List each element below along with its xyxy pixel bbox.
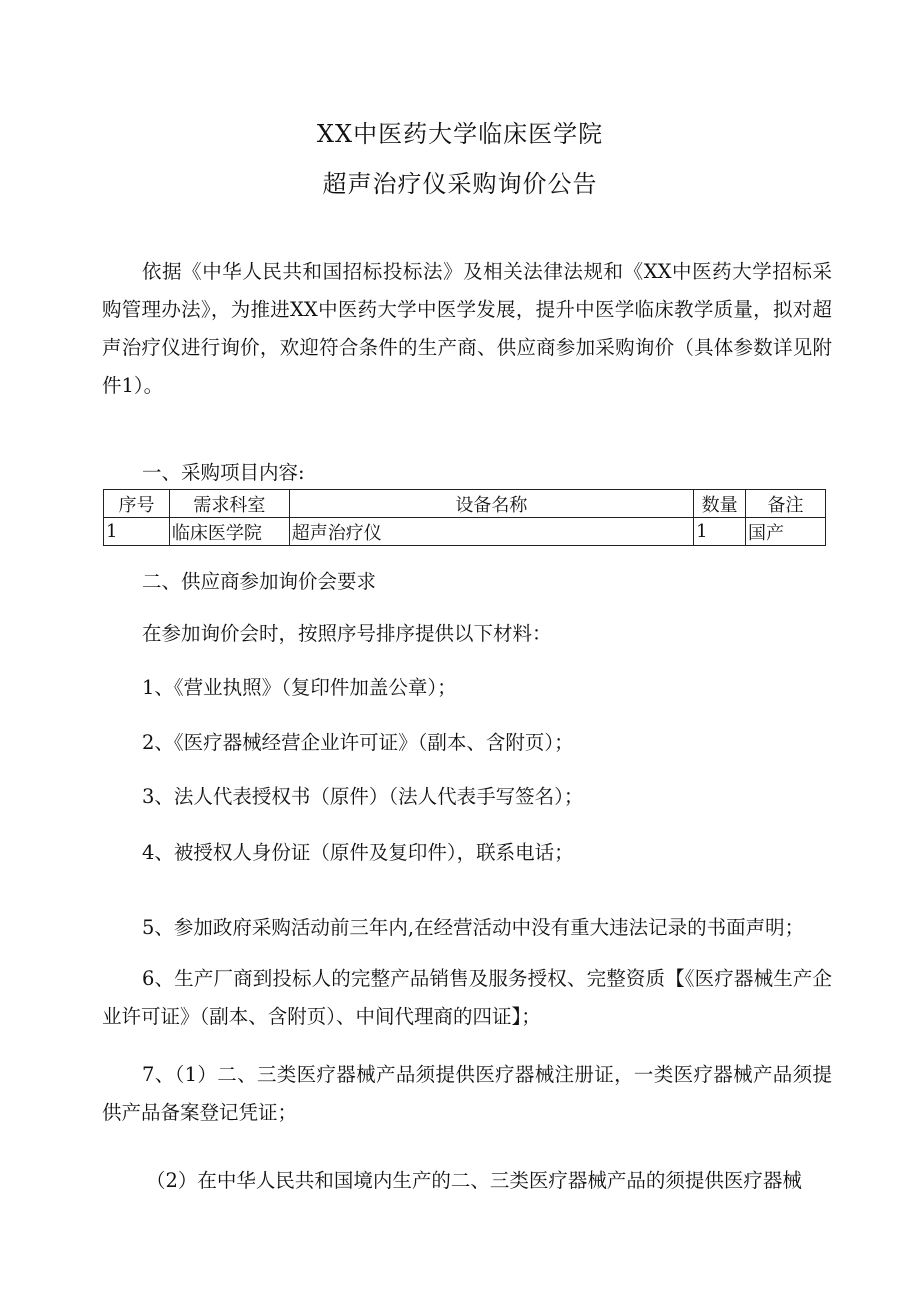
table-row — [104, 518, 826, 546]
list-item-6: 6、生产厂商到投标人的完整产品销售及服务授权、完整资质【《医疗器械生产企业许可证》（副本、含附页）、中间代理商的四证】； — [102, 967, 832, 1028]
doc-title-line2: 超声治疗仪采购询价公告 — [322, 170, 598, 198]
table-header-cell: 序号 — [104, 490, 170, 518]
table-cell: 1 — [104, 518, 170, 546]
table-cell: 临床医学院 — [169, 518, 289, 546]
materials-lead: 在参加询价会时，按照序号排序提供以下材料： — [142, 622, 552, 645]
list-item-7-2: （2）在中华人民共和国境内生产的二、三类医疗器械产品的须提供医疗器械 — [146, 1169, 802, 1192]
table-cell: 国产 — [746, 518, 826, 546]
table-cell: 1 — [694, 518, 746, 546]
table-header-cell: 数量 — [694, 490, 746, 518]
table-header-cell: 设备名称 — [289, 490, 693, 518]
table-header-row — [104, 490, 826, 518]
table-header-cell: 需求科室 — [169, 490, 289, 518]
table-cell: 超声治疗仪 — [289, 518, 693, 546]
procurement-table — [103, 489, 826, 546]
list-item-7: 7、（1）二、三类医疗器械产品须提供医疗器械注册证，一类医疗器械产品须提供产品备案登记凭证； — [102, 1063, 832, 1124]
doc-title-line1: XX中医药大学临床医学院 — [316, 120, 604, 148]
list-item: 3、法人代表授权书（原件）（法人代表手写签名）； — [142, 785, 584, 808]
section-heading-2: 二、供应商参加询价会要求 — [142, 570, 377, 593]
intro-paragraph: 依据《中华人民共和国招标投标法》及相关法律法规和《XX中医药大学招标采购管理办法》，为推进XX中医药大学中医学发展，提升中医学临床教学质量，拟对超声治疗仪进行询价，欢迎符合条件的生产商、供应商参加采购询价（具体参数详见附件1）。 — [102, 260, 832, 397]
table-header-cell: 备注 — [746, 490, 826, 518]
list-item: 2、《医疗器械经营企业许可证》（副本、含附页）； — [142, 731, 574, 754]
section-heading-1: 一、采购项目内容: — [142, 461, 305, 484]
list-item: 4、被授权人身份证（原件及复印件），联系电话； — [142, 841, 574, 864]
list-item: 5、参加政府采购活动前三年内,在经营活动中没有重大违法记录的书面声明； — [142, 916, 805, 939]
list-item: 1、《营业执照》（复印件加盖公章）； — [142, 676, 457, 699]
